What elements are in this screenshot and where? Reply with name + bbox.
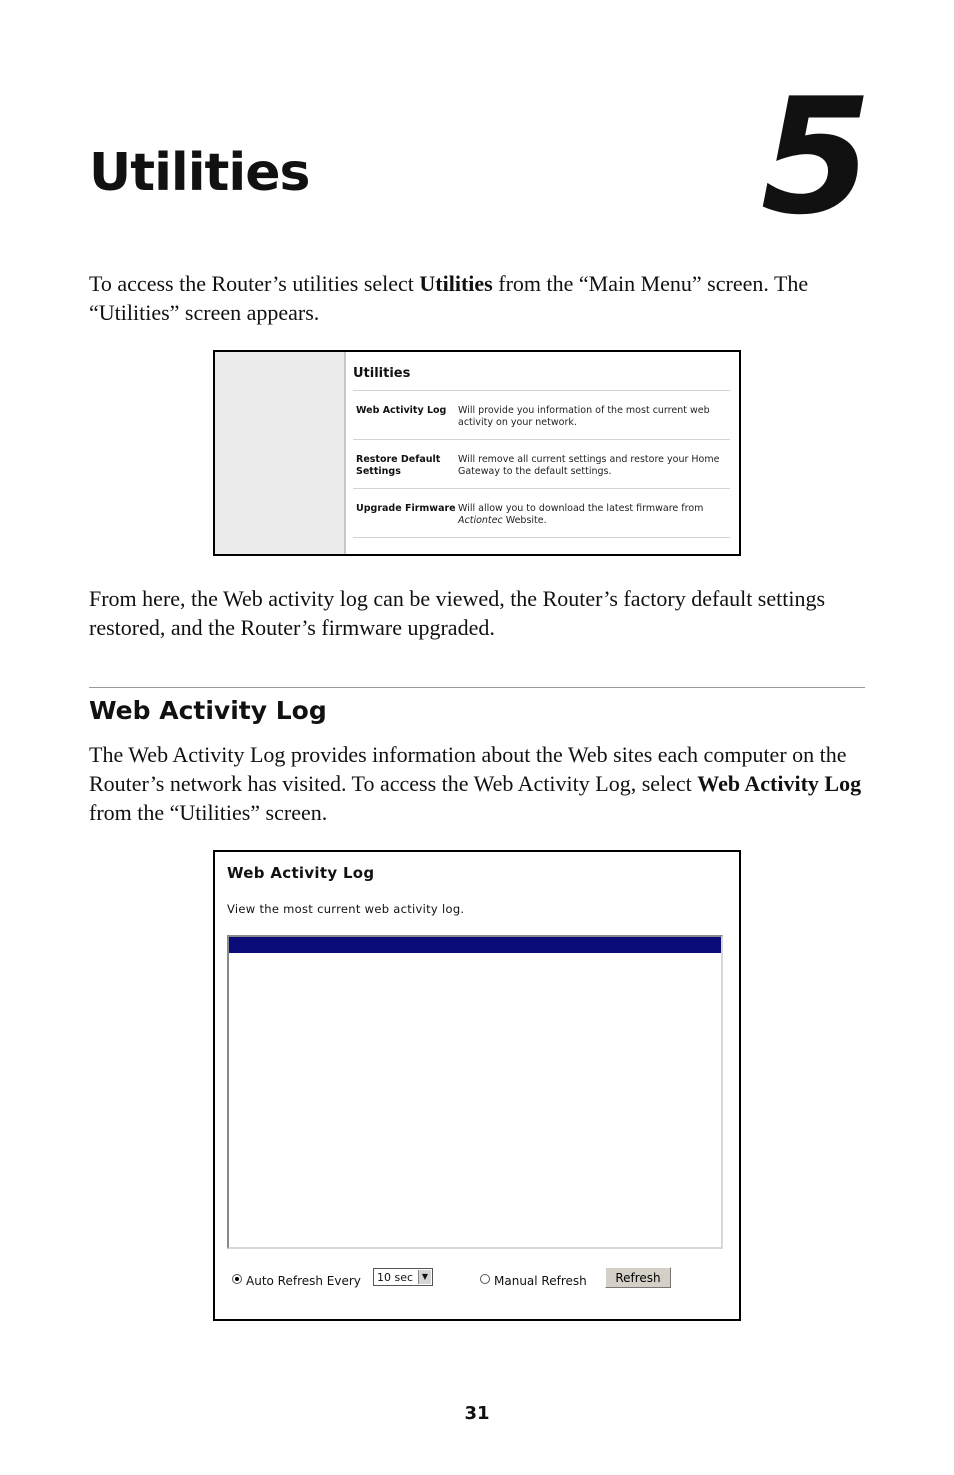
restore-default-settings-description: Will remove all current settings and restore your Home Gateway to the default settings. bbox=[458, 454, 720, 477]
activity-log-listbox[interactable] bbox=[227, 935, 723, 1249]
section-heading: Web Activity Log bbox=[89, 696, 327, 725]
web-activity-log-screenshot bbox=[213, 850, 741, 1321]
section-rule bbox=[89, 687, 865, 688]
divider bbox=[353, 537, 730, 538]
web-activity-log-link[interactable]: Web Activity Log bbox=[356, 405, 447, 416]
refresh-interval-select[interactable] bbox=[373, 1268, 433, 1286]
log-header-bar bbox=[229, 937, 721, 953]
upgrade-firmware-link[interactable]: Upgrade Firmware bbox=[356, 503, 456, 514]
intro-paragraph: To access the Router’s utilities select Utilities from the “Main Menu” screen. The “Utilities” screen appears. bbox=[89, 271, 809, 325]
manual-refresh-radio[interactable] bbox=[480, 1274, 490, 1284]
divider bbox=[353, 390, 730, 391]
restore-default-settings-link[interactable]: Restore Default Settings bbox=[356, 454, 441, 477]
navigation-panel bbox=[215, 352, 346, 554]
chapter-number: 5 bbox=[760, 63, 872, 250]
utilities-screen-title: Utilities bbox=[353, 366, 411, 381]
refresh-interval-value: 10 sec bbox=[377, 1271, 414, 1284]
auto-refresh-radio[interactable] bbox=[232, 1274, 242, 1284]
chapter-title: Utilities bbox=[89, 143, 310, 203]
chevron-down-icon[interactable]: ▼ bbox=[418, 1270, 431, 1284]
web-activity-log-description: Will provide you information of the most current web activity on your network. bbox=[458, 405, 710, 428]
refresh-button[interactable]: Refresh bbox=[605, 1267, 671, 1288]
upgrade-firmware-description: Will allow you to download the latest firmware from Actiontec Website. bbox=[458, 503, 704, 526]
section-paragraph: The Web Activity Log provides information about the Web sites each computer on the Router’s network has visited. To access the Web Activity Log, select Web Activity Log from the “Utilities” screen. bbox=[89, 742, 862, 825]
page-number: 31 bbox=[464, 1403, 490, 1424]
web-activity-log-subtitle: View the most current web activity log. bbox=[227, 902, 465, 916]
manual-refresh-label: Manual Refresh bbox=[494, 1274, 587, 1288]
divider bbox=[353, 439, 730, 440]
web-activity-log-title: Web Activity Log bbox=[227, 864, 375, 882]
utilities-screenshot bbox=[213, 350, 741, 556]
auto-refresh-label: Auto Refresh Every bbox=[246, 1274, 361, 1288]
utilities-summary-paragraph: From here, the Web activity log can be viewed, the Router’s factory default settings restored, and the Router’s firmware upgraded. bbox=[89, 586, 826, 640]
divider bbox=[353, 488, 730, 489]
